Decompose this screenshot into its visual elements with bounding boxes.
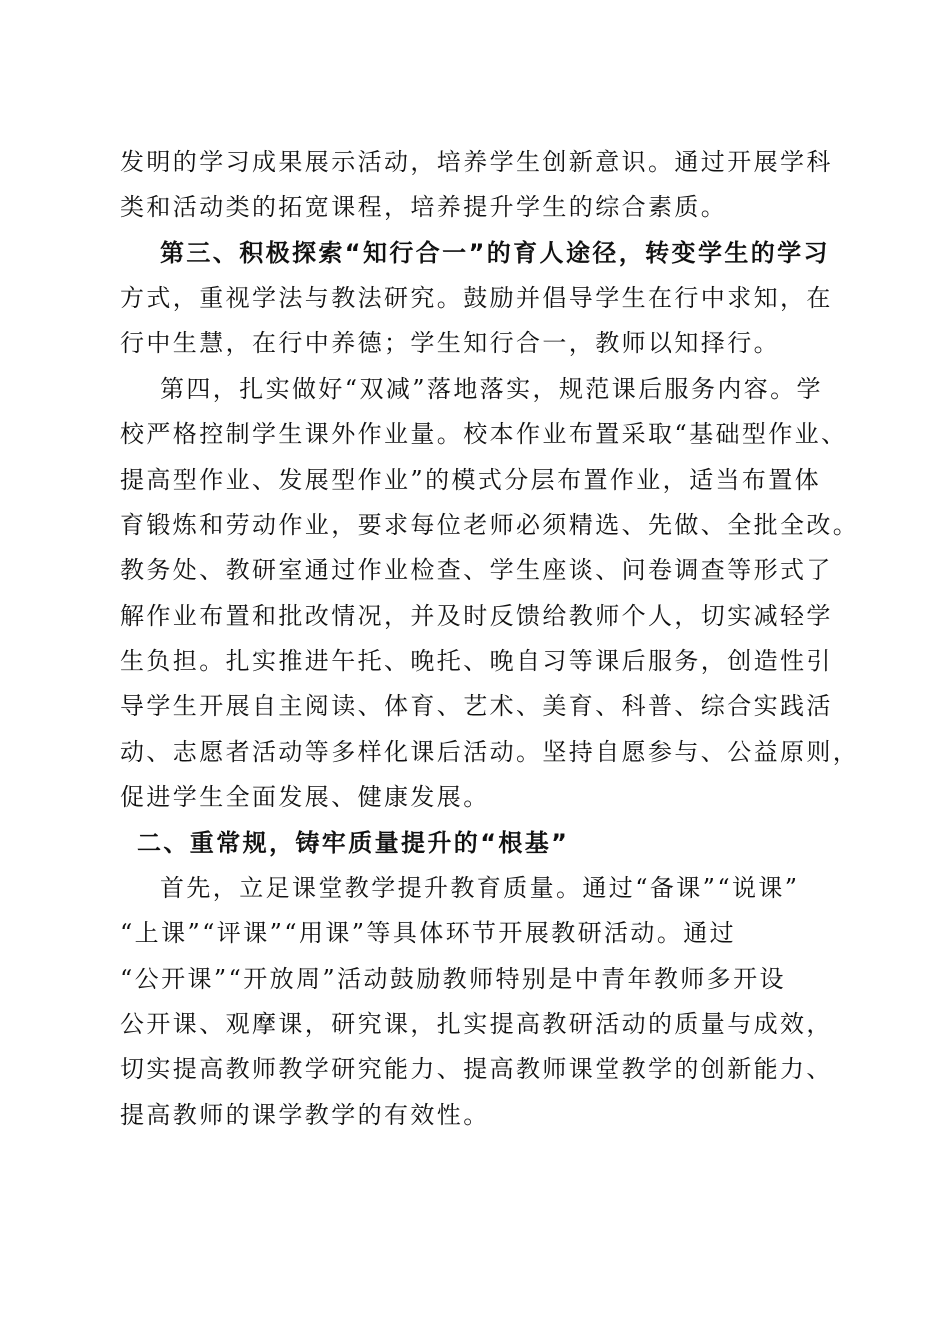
point-four-line-6: 解作业布置和批改情况，并及时反馈给教师个人，切实减轻学 [120, 602, 833, 630]
section-two-line-6: 提高教师的课学教学的有效性。 [120, 1101, 490, 1129]
section-two-line-5: 切实提高教师教学研究能力、提高教师课堂教学的创新能力、 [120, 1055, 833, 1083]
paragraph-continuation-line-2: 类和活动类的拓宽课程，培养提升学生的综合素质。 [120, 193, 728, 221]
paragraph-continuation-line-1: 发明的学习成果展示活动，培养学生创新意识。通过开展学科 [120, 148, 833, 176]
point-four-line-1: 第四，扎实做好“双减”落地落实，规范课后服务内容。学 [160, 375, 823, 403]
point-four-line-9: 动、志愿者活动等多样化课后活动。坚持自愿参与、公益原则， [120, 738, 860, 766]
point-four-line-10: 促进学生全面发展、健康发展。 [120, 783, 490, 811]
point-four-line-3: 提高型作业、发展型作业”的模式分层布置作业，适当布置体 [120, 466, 822, 494]
section-two-heading: 二、重常规，铸牢质量提升的“根基” [137, 829, 570, 857]
section-two-line-1: 首先，立足课堂教学提升教育质量。通过“备课”“说课” [160, 874, 800, 902]
section-two-line-3: “公开课”“开放周”活动鼓励教师特别是中青年教师多开设 [120, 965, 786, 993]
section-two-line-4: 公开课、观摩课，研究课，扎实提高教研活动的质量与成效， [120, 1010, 833, 1038]
point-three-line-3: 行中生慧，在行中养德；学生知行合一，教师以知择行。 [120, 329, 780, 357]
point-four-line-5: 教务处、教研室通过作业检查、学生座谈、问卷调查等形式了 [120, 556, 833, 584]
point-four-line-4: 育锻炼和劳动作业，要求每位老师必须精选、先做、全批全改。 [120, 511, 860, 539]
section-two-line-2: “上课”“评课”“用课”等具体环节开展教研活动。通过 [120, 919, 737, 947]
point-four-line-2: 校严格控制学生课外作业量。校本作业布置采取“基础型作业、 [120, 420, 848, 448]
point-three-line-2: 方式，重视学法与教法研究。鼓励并倡导学生在行中求知，在 [120, 284, 833, 312]
point-four-line-7: 生负担。扎实推进午托、晚托、晚自习等课后服务，创造性引 [120, 647, 833, 675]
point-four-line-8: 导学生开展自主阅读、体育、艺术、美育、科普、综合实践活 [120, 692, 833, 720]
point-three-line-1: 第三、积极探索“知行合一”的育人途径，转变学生的学习 [160, 239, 830, 267]
